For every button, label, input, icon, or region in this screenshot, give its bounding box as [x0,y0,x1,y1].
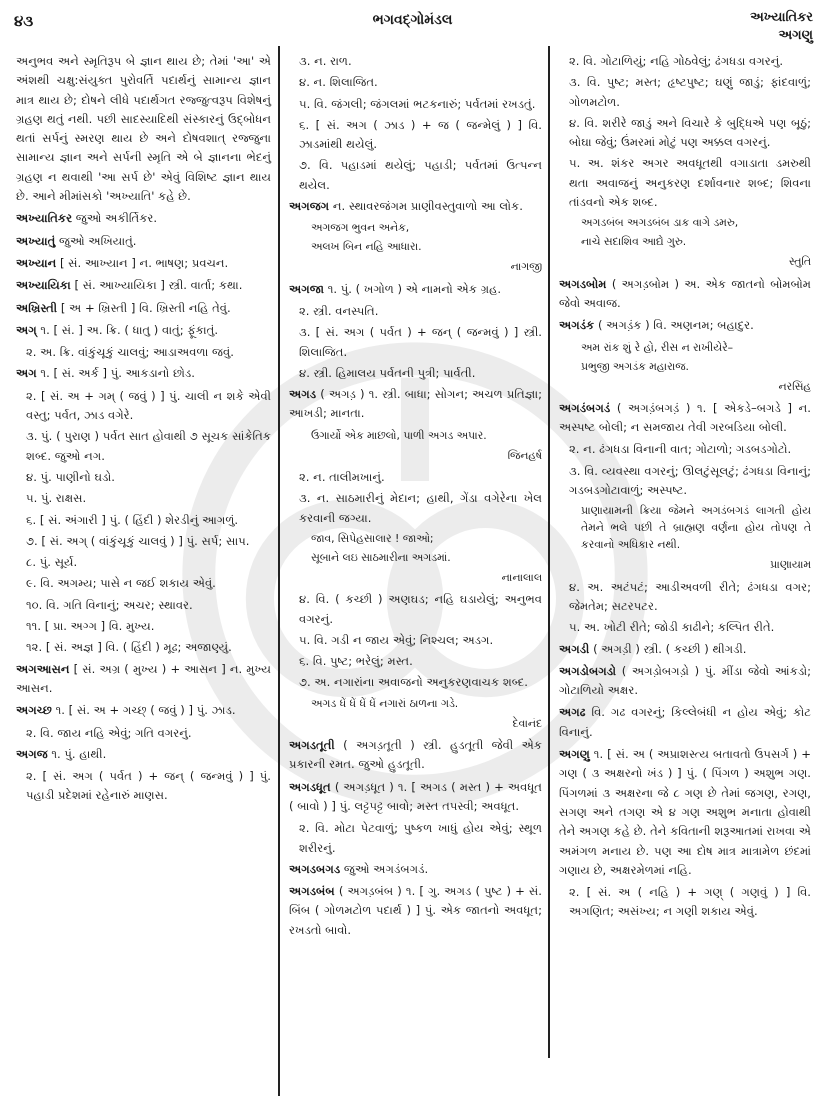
dictionary-entry [289,860,542,879]
dictionary-entry [559,640,811,659]
definition: ( અગડ઼ંબગડ઼ં ) ૧. [ એકડે–બગડે ] ન. અસ્પષ્ટ બોલી; ન સમજાય તેવી ગરબડિયા બોલી. [559,400,811,435]
headword: અગડબગડ [289,861,341,876]
definition: ( અગડ઼ધૂત ) ૧. [ અગડ ( મસ્ત ) + અવધૂત ( બાવો ) ] પું. લટ્ટપટ્ટ બાવો; મસ્ત તપસ્વી; અવધૂત. [289,779,542,813]
sub-sense: ૨. [ સં. અગ ( પર્વત ) + જન્ ( જન્મવું ) ] પું. પહાડી પ્રદેશમાં રહેનારું માણસ. [26,769,271,803]
sub-sense: ૨. [ સં. અ + ગમ્ ( જવું ) ] પું. ચાલી ન શકે એવી વસ્તુ; પર્વત, ઝાડ વગેરે. [26,388,271,423]
dictionary-entry [16,276,271,295]
dictionary-entry [289,778,542,817]
sub-sense: ૫. પું. રાક્ષસ. [26,491,87,506]
dictionary-entry [289,197,542,216]
quotation-line: નાચે સદાશિવ આદ્યે ગુરુ. [581,235,687,249]
sub-sense: ૧૧. [ પ્રા. અગ્ગ ] વિ. મુખ્ય. [26,619,155,634]
definition: [ સં. આખ્યાયિકા ] સ્ત્રી. વાર્તા; કથા. [74,278,243,293]
sub-sense: ૪. પું. પાણીનો ઘડો. [26,469,115,484]
definition: ૧. [ સં. અર્ક ] પું. આકડાનો છોડ. [40,366,195,381]
headword: અગજ [16,746,48,761]
dictionary-entry [16,254,271,273]
sub-sense: ૫. વિ. જંગલી; જંગલમાં ભટકનારું; પર્વતમાં રખડતું. [299,96,536,111]
quotation-line: અલખ બિન નહિ આધારા. [311,240,422,254]
quotation-source: નરસિંહ [778,379,811,393]
continued-text: અનુભવ અને સ્મૃતિરૂપ બે જ્ઞાન થાય છે; તેમાં 'આ' એ અંશથી ચક્ષુ:સંયુક્ત પુરોવર્તિ પદાર્થનું સામાન્ય જ્ઞાન માત્ર થાય છે; દોષને લીધે પદાર્થગત રજ્જુત્વરૂપ વિશેષનું ગ્રહણ થતું નથી. પછી સાદસ્યાદિથી સંસ્કારનું ઉદ્બોધન થતાં સર્પનું સ્મરણ થાય છે અને દોષવશાત્ રજ્જુના સામાન્ય જ્ઞાન અને સર્પની સ્મૃતિ એ બે જ્ઞાનના ભેદનું ગ્રહણ ન થવાથી 'આ સર્પ છે' એવું વિશિષ્ટ જ્ઞાન થાય છે. આને મીમાંસકો 'અખ્યાતિ' કહે છે. [16,54,271,204]
definition: ( અગડ઼ ) ૧. સ્ત્રી. બાધા; સોગન; અચળ પ્રતિજ્ઞા; આખડી; માનતા. [289,387,543,421]
dictionary-entry [16,209,271,228]
sub-sense: ૪. ન. શિલાજિત. [299,75,378,90]
definition: [ સં. આખ્યાન ] ન. ભાષણ; પ્રવચન. [59,255,229,270]
quotation-line: પ્રભુજી અગડંક મહારાજ. [581,359,689,373]
dictionary-entry [16,745,271,764]
headword: અખ્યાતું [16,233,56,248]
sub-sense: ૭. વિ. પહાડમાં થયેલું; પહાડી; પર્વતમાં ઉત્પન્ન થયેલ. [299,158,542,192]
dictionary-entry [559,399,811,438]
definition: જુઓ અખિયાતું. [58,233,137,248]
dictionary-entry [559,662,811,701]
definition: જુઓ અકીર્તિકર. [75,211,158,226]
definition: ૧. પું. હાથી. [51,746,107,761]
quotation-source: દેવાનંદ [512,716,542,730]
sub-sense: ૫. વિ. ગડી ન જાય એવું; નિશ્ચલ; અડગ. [299,632,494,647]
headword: અગડંક [559,318,595,333]
headword: અગણુ [559,747,590,762]
column-divider [548,46,550,1058]
definition: ( અગડ઼તૂતી ) સ્ત્રી. હુડતૂતી જેવી એક પ્રકારની રમત. જુઓ હુડતૂતી. [289,738,542,772]
definition: ન. સ્થાવરજંગમ પ્રાણીવસ્તુવાળો આ લોક. [332,199,523,214]
definition: [ અ + ખ્રિસ્તી ] વિ. ખ્રિસ્તી નહિ તેવું. [60,300,231,315]
headword: અગડંબગડં [559,400,611,415]
dictionary-entry [289,882,542,940]
headword: અગ [16,366,37,381]
column-right [559,52,811,1102]
headword: અગડબોમ [559,276,607,291]
dictionary-entry [289,280,542,299]
guide-word-last: અગણુ [778,28,813,43]
sub-sense: ૩. પું. ( પુરાણ ) પર્વત સાત હોવાથી ૭ સૂચક સાંકેતિક શબ્દ. જુઓ નગ. [26,429,271,463]
definition: ( અગડ઼બંબ ) ૧. [ ગુ. અગડ ( પુષ્ટ ) + સં. બિંબ ( ગોળમટોળ પદાર્થ ) ] પું. એક જાતનો અવધૂત; રખડતો બાવો. [289,884,542,937]
sub-sense: ૨. ન. તાલીમખાનું. [299,470,385,485]
dictionary-entry [16,232,271,251]
sub-sense: ૪. સ્ત્રી. હિમાલય પર્વતની પુત્રી; પાર્વતી. [299,365,476,380]
sub-sense: ૩. વિ. વ્યવસ્થા વગરનું; ઊલટુંસૂલટું; ઢંગધડા વિનાનું; ગડબડગોટાવાળું; અસ્પષ્ટ. [569,463,811,498]
definition: ( અગડ઼ી ) સ્ત્રી. ( કચ્છી ) થીગડી. [593,641,747,656]
sub-sense: ૪. વિ. ( કચ્છી ) અણઘડ; નહિ ઘડાયેલું; અનુભવ વગરનું. [299,592,542,626]
quotation-line: અગડબંબ અગડબંબ ડાક વાગે ડમરુ, [581,216,739,230]
dictionary-entry [559,703,811,742]
quotation-line: અગજગ ભુવન અનેક, [311,221,410,235]
sub-sense: ૩. [ સં. અગ ( પર્વત ) + જન્ ( જન્મવું ) ] સ્ત્રી. શિલાજિત. [299,325,542,359]
dictionary-entry [559,275,811,314]
sub-sense: ૬. વિ. પુષ્ટ; ભરેલું; મસ્ત. [299,654,413,669]
dictionary-entry [289,385,542,424]
sub-sense: ૯. વિ. અગમ્ય; પાસે ન જઈ શકાય એવું. [26,576,216,591]
quotation-line: અગડ ધેં ધેં ધેં ધેં નગારાં ઠાળના ગડે. [311,696,459,710]
headword: અગડી [559,641,590,656]
headword: અગજા [289,281,325,296]
sub-sense: ૭. અ. નગારાંના અવાજનો અનુકરણવાચક શબ્દ. [299,675,528,690]
dictionary-entry [16,321,271,340]
page-number: ૪૩ [14,12,34,30]
sub-sense: ૫. અ. શંકર અગર અવધૂતથી વગાડાતા ડમરુથી થતા અવાજનું અનુકરણ દર્શાવનાર શબ્દ; શિવના તાંડવનો એક શબ્દ. [569,156,811,210]
sub-sense: ૫. અ. ખોટી રીતે; જોડી કાઢીને; કલ્પિત રીતે. [569,620,775,635]
dictionary-entry [16,364,271,383]
sub-sense: ૭. [ સં. અગ્ ( વાંકુંચૂકું ચાલવું ) ] પું. સર્પ; સાપ. [26,533,250,548]
headword: અગડધૂત [289,779,331,794]
sub-sense: ૮. પું. સૂર્ય. [26,555,78,570]
sub-sense: ૪. વિ. શરીરે જાડું અને વિચારે કે બુદ્ધિએ પણ બૂઠું; બોઘા જેવું; ઉંમરમાં મોટું પણ અક્કલ વગરનું. [569,115,811,150]
headword: અગડોબગડો [559,663,616,678]
book-title: ભગવદ્ગોમંડલ [372,12,453,28]
guide-word-first: અખ્યાતિકર [750,10,813,25]
quotation-source: પ્રાણાયામ [770,558,811,572]
sub-sense: ૬. [ સં. અગ ( ઝાડ ) + જ ( જન્મેલું ) ] વિ. ઝાડમાંથી થયેલું. [299,117,542,152]
headword: અગડ [289,387,317,402]
sub-sense: ૩. વિ. પુષ્ટ; મસ્ત; હૃષ્ટપુષ્ટ; ઘણું જાડું; ફાંદવાળું; ગોળમટોળ. [569,75,811,109]
sub-sense: ૪. અ. અટંપટં; આડીઅવળી રીતે; ઢંગધડા વગર; જેમતેમ; સટરપટર. [569,579,811,613]
definition: ૧. પું. ( ખગોળ ) એ નામનો એક ગ્રહ. [327,281,501,296]
sub-sense: ૨. સ્ત્રી. વનસ્પતિ. [299,303,379,318]
quotation-line: જાવ, સિપેહસાલાર ! જાઓ; [311,531,434,545]
sub-sense: ૨. ન. ઢંગધડા વિનાની વાત; ગોટાળો; ગડબડગોટો. [569,442,792,457]
definition: ૧. [ સં. અ + ગચ્છ્ ( જવું ) ] પું. ઝાડ. [55,703,236,718]
column-divider [278,46,280,1096]
dictionary-entry [16,299,271,318]
quotation-line: સૂબાને લઇ સાઠમારીના અગડમાં. [311,550,451,564]
sub-sense: ૬. [ સં. અંગારી ] પું. ( હિંદી ) શેરડીનું આગળું. [26,512,239,527]
quotation-line: અમ રાંક શું રે હો, રીસ ન રાખીયેરે– [581,340,734,354]
headword: અગચ્છ [16,703,52,718]
sub-sense: ૨. અ. ક્રિ. વાંકુંચૂકું ચાલવું; આડાઅવળા જવું. [26,345,234,360]
headword: અખ્યાયિકા [16,278,71,293]
column-left [16,52,271,1102]
dictionary-entry [559,745,811,880]
headword: અગ્ [16,322,37,337]
quotation-source: નાનાલાલ [501,570,542,584]
dictionary-entry [16,701,271,720]
sub-sense: ૧૨. [ સં. અજ્ઞ ] વિ. ( હિંદી ) મૂઢ; અજાણ્યું. [26,640,232,655]
definition: જુઓ અગડંબગડં. [343,861,429,876]
quotation-line: પ્રાણાયામની ક્રિયા જેમને અગડંબગડં લાગતી હોય તેમને ભલે પછી તે બ્રાહ્મણ વર્ણના હોય તોપણ તે કરવાનો અધિકાર નથી. [581,504,811,552]
column-middle [289,52,542,1102]
definition: ૧. [ સં. અ ( અપ્રાશસ્ત્ય બતાવતો ઉપસર્ગ ) + ગણ ( ૩ અક્ષરનો ખંડ ) ] પું. ( પિંગળ ) અશુભ ગણ. પિંગળમાં ૩ અક્ષરના જે ૮ ગણ છે તેમાં જગણ, રગણ, સગણ અને તગણ એ ૪ ગણ અશુભ મનાતા હોવાથી તેને અગણ કહે છે. તેને કવિતાની શરૂઆતમાં રાખવા એ અમંગળ મનાય છે. પણ આ દોષ માત્ર માત્રામેળ છંદમાં ગણાય છે, અક્ષરમેળમાં નહિ. [559,747,811,877]
sub-sense: ૨. વિ. જાય નહિ એવું; ગતિ વગરનું. [26,725,192,740]
quotation-source: જિનહર્ષ [507,448,542,462]
quotation-source: નાગજી [510,260,542,274]
headword: અખ્રિસ્તી [16,300,58,315]
definition: ( અગડ઼બોમ ) અ. એક જાતનો બોમબોમ જેવો અવાજ. [559,276,811,310]
quotation-source: સ્તુતિ [788,255,811,269]
sub-sense: ૨. વિ. ગોટાળિયું; નહિ ગોઠવેલું; ઢંગધડા વગરનું. [569,54,784,68]
sub-sense: ૨. વિ. મોટા પેટવાળું; પુષ્કળ ખાધું હોય એવું; સ્થૂળ શરીરનું. [299,821,542,855]
headword: અગડતૂતી [289,738,335,753]
dictionary-entry [16,660,271,699]
headword: અખ્યાતિકર [16,211,73,226]
headword: અગઢ [559,705,586,720]
sub-sense: ૩. ન. રાળ. [299,54,352,68]
definition: વિ. ગઢ વગરનું; કિલ્લેબંધી ન હોય એવું; કોટ વિનાનું. [559,705,811,739]
sub-sense: ૨. [ સં. અ ( નહિ ) + ગણ્ ( ગણવું ) ] વિ. અગણિત; અસંખ્ય; ન ગણી શકાય એવું. [569,885,811,919]
definition: ૧. [ સં. ] અ. ક્રિ. ( ધાતુ ) વાતું; ફૂંકાતું. [40,322,219,337]
dictionary-entry [289,736,542,775]
headword: અખ્યાન [16,255,57,270]
headword: અગજગ [289,199,330,214]
quotation-line: ઉગાર્યો એક માછલો, પાળી અગડ અપાર. [311,428,487,442]
definition: [ સં. અગ્ર ( મુખ્ય ) + આસન ] ન. મુખ્ય આસન. [16,661,272,695]
definition: ( અગડ઼ંક ) વિ. અણનમ; બહાદુર. [597,318,754,333]
sub-sense: ૧૦. વિ. ગતિ વિનાનું; અચર; સ્થાવર. [26,597,193,612]
headword: અગઆસન [16,661,70,676]
definition: ( અગડ઼ોબગડ઼ો ) પું. મીંડા જેવો આંકડો; ગોટાળિયો અક્ષર. [559,663,812,698]
dictionary-entry [559,316,811,335]
page-header [0,6,825,46]
sub-sense: ૩. ન. સાઠમારીનું મેદાન; હાથી, ગેંડા વગેરેના ખેલ કરવાની જગ્યા. [299,491,542,525]
headword: અગડબંબ [289,884,335,899]
